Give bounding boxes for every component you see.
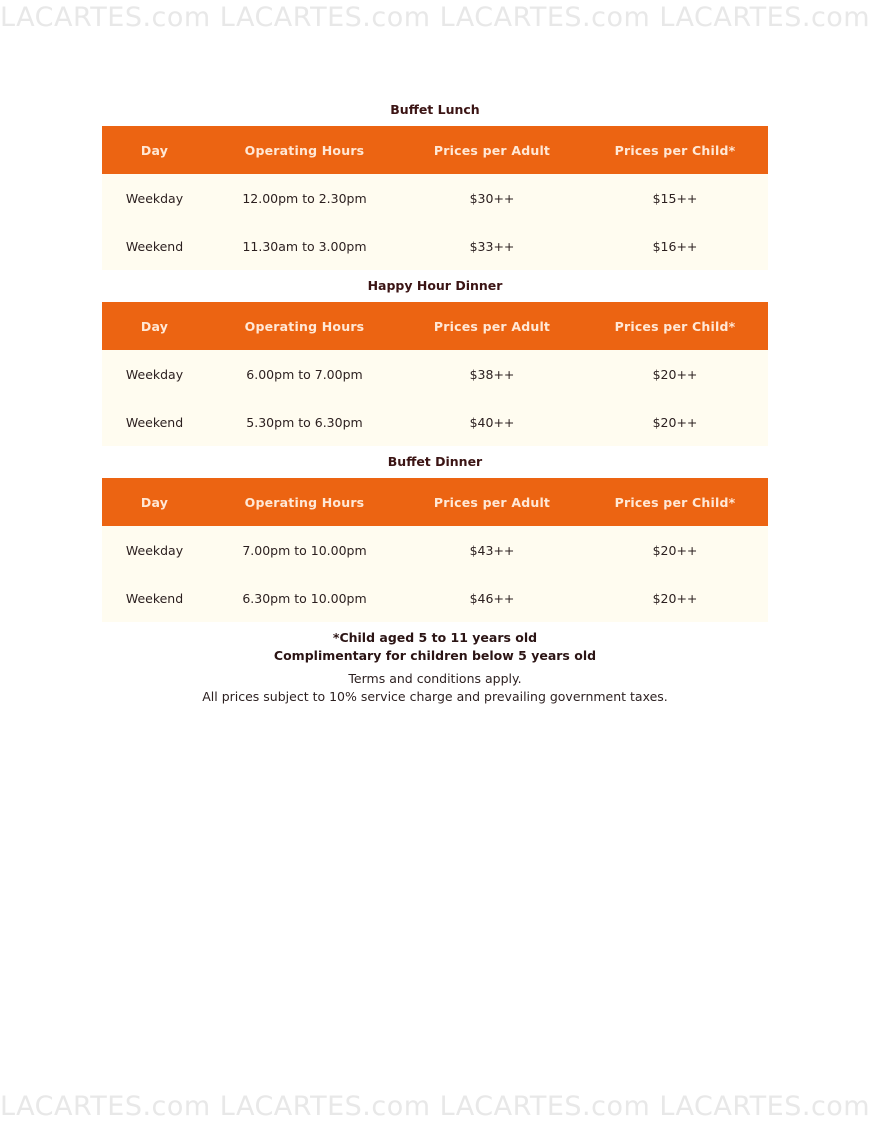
service-charge-note: All prices subject to 10% service charge and prevailing government taxes. bbox=[202, 689, 668, 704]
cell-adult-price: $33++ bbox=[402, 222, 582, 270]
header-prices-per-child: Prices per Child* bbox=[582, 126, 768, 174]
table-row bbox=[102, 574, 768, 622]
cell-child-price: $20++ bbox=[582, 526, 768, 574]
table-header-row bbox=[102, 302, 768, 350]
cell-hours: 6.30pm to 10.00pm bbox=[207, 574, 402, 622]
cell-adult-price: $38++ bbox=[402, 350, 582, 398]
cell-adult-price: $30++ bbox=[402, 174, 582, 222]
complimentary-note: Complimentary for children below 5 years old bbox=[273, 648, 597, 663]
watermark-bottom: LACARTES.com LACARTES.com LACARTES.com LACARTES.com bbox=[0, 1091, 870, 1122]
section-title-buffet-lunch: Buffet Lunch bbox=[390, 102, 480, 117]
table-row bbox=[102, 526, 768, 574]
table-row bbox=[102, 350, 768, 398]
header-prices-per-adult: Prices per Adult bbox=[402, 302, 582, 350]
table-header-row bbox=[102, 478, 768, 526]
header-day: Day bbox=[102, 478, 207, 526]
cell-hours: 12.00pm to 2.30pm bbox=[207, 174, 402, 222]
header-operating-hours: Operating Hours bbox=[207, 302, 402, 350]
cell-hours: 5.30pm to 6.30pm bbox=[207, 398, 402, 446]
header-prices-per-child: Prices per Child* bbox=[582, 478, 768, 526]
header-prices-per-child: Prices per Child* bbox=[582, 302, 768, 350]
header-prices-per-adult: Prices per Adult bbox=[402, 126, 582, 174]
cell-adult-price: $46++ bbox=[402, 574, 582, 622]
header-day: Day bbox=[102, 302, 207, 350]
cell-adult-price: $43++ bbox=[402, 526, 582, 574]
table-row bbox=[102, 174, 768, 222]
footnotes bbox=[0, 629, 870, 665]
cell-adult-price: $40++ bbox=[402, 398, 582, 446]
cell-child-price: $20++ bbox=[582, 350, 768, 398]
price-table-happy-hour-dinner bbox=[102, 302, 768, 446]
cell-child-price: $20++ bbox=[582, 574, 768, 622]
cell-child-price: $16++ bbox=[582, 222, 768, 270]
terms-block bbox=[0, 670, 870, 706]
header-operating-hours: Operating Hours bbox=[207, 126, 402, 174]
price-table-buffet-lunch bbox=[102, 126, 768, 270]
cell-hours: 6.00pm to 7.00pm bbox=[207, 350, 402, 398]
cell-hours: 7.00pm to 10.00pm bbox=[207, 526, 402, 574]
cell-child-price: $20++ bbox=[582, 398, 768, 446]
cell-day: Weekday bbox=[102, 526, 207, 574]
table-row bbox=[102, 222, 768, 270]
table-row bbox=[102, 398, 768, 446]
watermark-top: LACARTES.com LACARTES.com LACARTES.com LACARTES.com bbox=[0, 2, 870, 33]
section-title-buffet-dinner: Buffet Dinner bbox=[387, 454, 483, 469]
cell-day: Weekend bbox=[102, 222, 207, 270]
price-table-buffet-dinner bbox=[102, 478, 768, 622]
cell-day: Weekday bbox=[102, 174, 207, 222]
header-prices-per-adult: Prices per Adult bbox=[402, 478, 582, 526]
table-header-row bbox=[102, 126, 768, 174]
cell-day: Weekend bbox=[102, 398, 207, 446]
cell-child-price: $15++ bbox=[582, 174, 768, 222]
cell-hours: 11.30am to 3.00pm bbox=[207, 222, 402, 270]
section-title-happy-hour-dinner: Happy Hour Dinner bbox=[367, 278, 503, 293]
header-operating-hours: Operating Hours bbox=[207, 478, 402, 526]
terms-note: Terms and conditions apply. bbox=[348, 671, 522, 686]
cell-day: Weekday bbox=[102, 350, 207, 398]
header-day: Day bbox=[102, 126, 207, 174]
child-age-note: *Child aged 5 to 11 years old bbox=[332, 630, 538, 645]
cell-day: Weekend bbox=[102, 574, 207, 622]
